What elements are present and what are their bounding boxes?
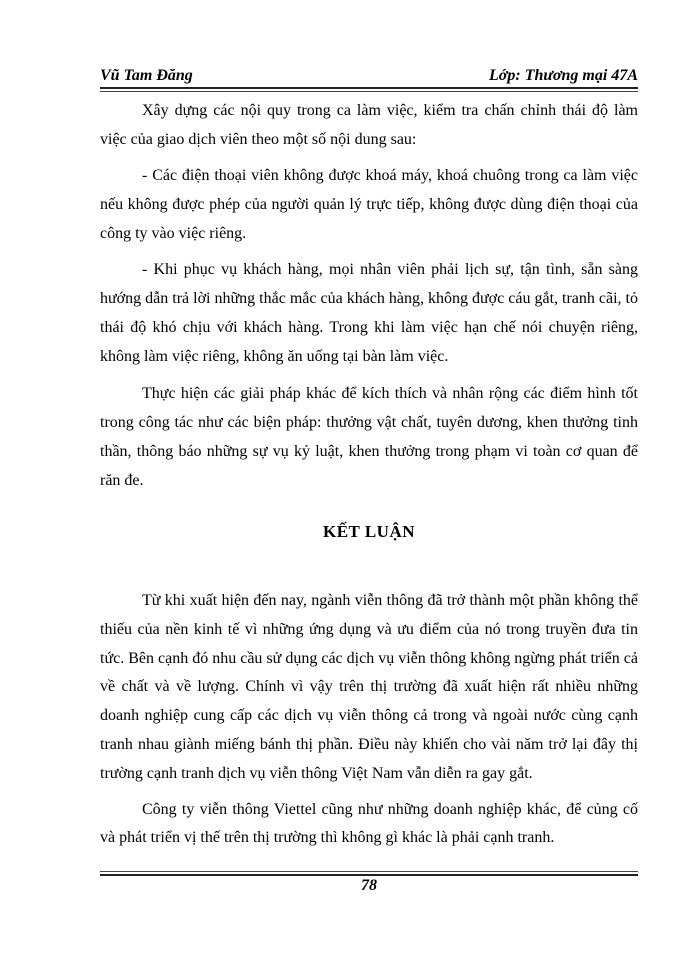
page-number: 78 xyxy=(361,877,377,894)
header-rule-thick xyxy=(100,87,638,89)
paragraph-2: - Các điện thoại viên không được khoá máy, khoá chuông trong ca làm việc nếu không được phép của người quản lý trực tiếp, không được dùng điện thoại của công ty vào việc riêng. xyxy=(100,167,638,242)
page-header xyxy=(100,63,638,87)
footer-rule-thick xyxy=(100,874,638,876)
conclusion-paragraph-1: Từ khi xuất hiện đến nay, ngành viễn thông đã trở thành một phần không thể thiếu của nền kinh tế vì những ứng dụng và ưu điểm của nó trong truyền đưa tin tức. Bên cạnh đó nhu cầu sử dụng các dịch vụ viễn thông không ngừng phát triển cả về chất và về lượng. Chính vì vậy trên thị trường đã xuất hiện rất nhiều những doanh nghiệp cung cấp các dịch vụ viễn thông cả trong và ngoài nước cùng cạnh tranh nhau giành miếng bánh thị phần. Điều này khiến cho vài năm trở lại đây thị trường cạnh tranh dịch vụ viễn thông Việt Nam vẫn diễn ra gay gắt. xyxy=(100,592,638,782)
header-class: Lớp: Thương mại 47A xyxy=(489,67,638,84)
body-section xyxy=(100,96,638,495)
conclusion-heading: KẾT LUẬN xyxy=(322,522,415,541)
paragraph-1: Xây dựng các nội quy trong ca làm việc, kiểm tra chấn chỉnh thái độ làm việc của giao dịch viên theo một số nội dung sau: xyxy=(100,102,638,148)
paragraph-3: - Khi phục vụ khách hàng, mọi nhân viên phải lịch sự, tận tình, sẵn sàng hướng dẫn trả lời những thắc mắc của khách hàng, không được cáu gắt, tranh cãi, tỏ thái độ khó chịu với khách hàng. Trong khi làm việc hạn chế nói chuyện riêng, không làm việc riêng, không ăn uống tại bàn làm việc. xyxy=(100,261,638,365)
footer-rule-thin xyxy=(100,871,638,872)
paragraph-4: Thực hiện các giải pháp khác để kích thích và nhân rộng các điểm hình tốt trong công tác như các biện pháp: thưởng vật chất, tuyên dương, khen thưởng tinh thần, thông báo những sự vụ kỷ luật, khen thưởng trong phạm vi toàn cơ quan để răn đe. xyxy=(100,385,638,489)
conclusion-paragraph-2: Công ty viễn thông Viettel cũng như những doanh nghiệp khác, để củng cố và phát triển vị thế trên thị trường thì không gì khác là phải cạnh tranh. xyxy=(100,800,638,847)
conclusion-section xyxy=(100,587,638,853)
header-author: Vũ Tam Đăng xyxy=(100,67,193,84)
header-rule-thin xyxy=(100,91,638,92)
